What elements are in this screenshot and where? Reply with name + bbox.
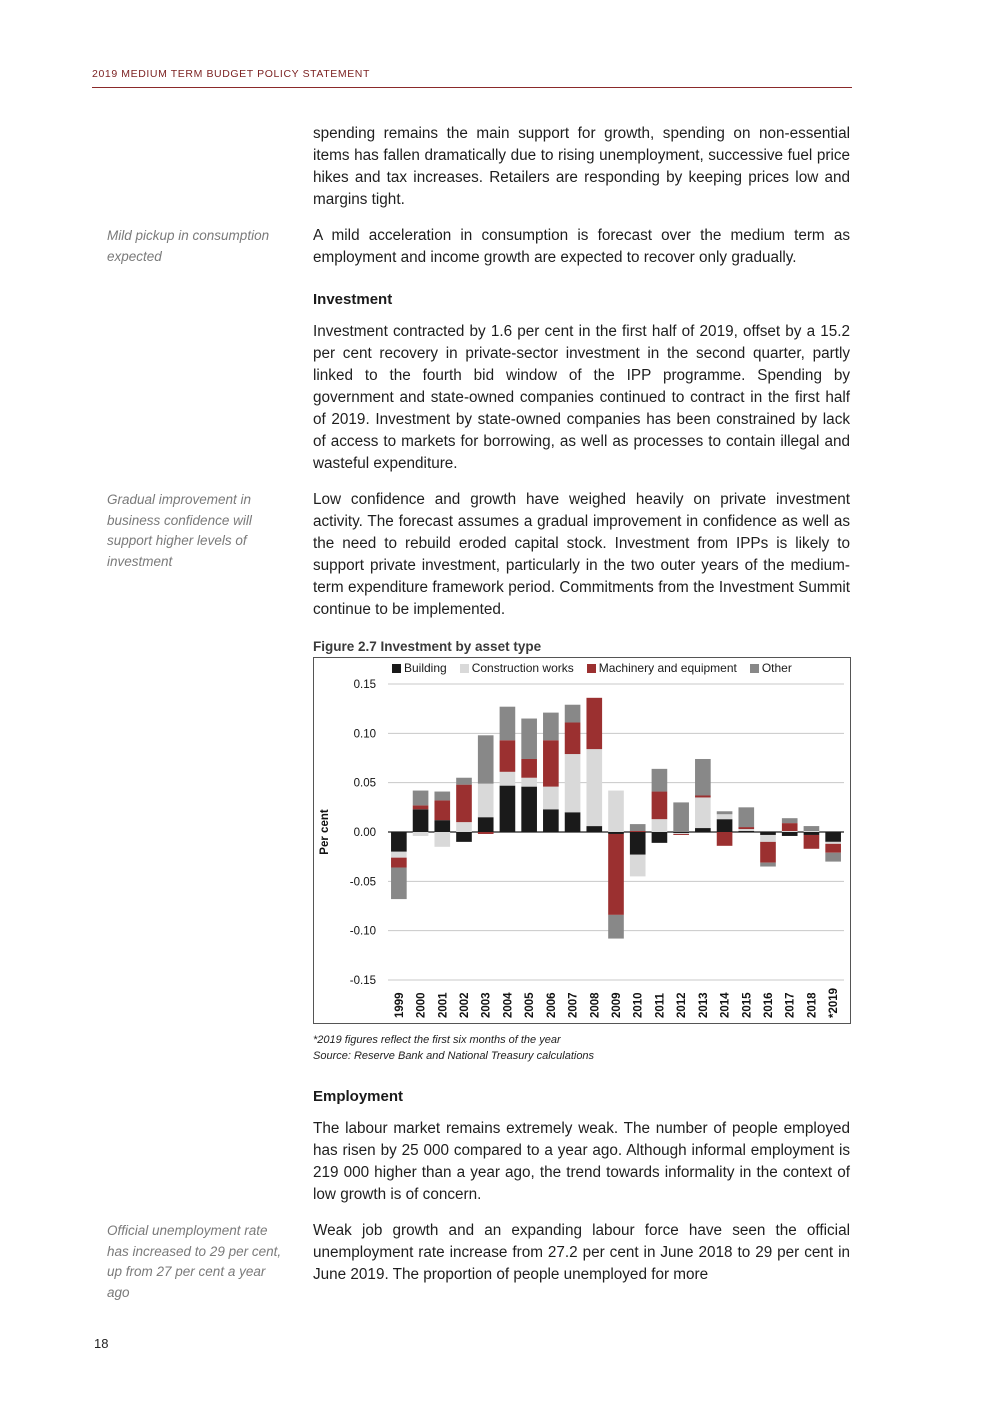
bar-segment bbox=[695, 828, 711, 832]
bar-segment bbox=[782, 818, 798, 823]
bar-segment bbox=[565, 754, 581, 812]
bar-segment bbox=[586, 826, 602, 832]
sidenote-investment: Gradual improvement in business confidence will support higher levels of investment bbox=[107, 492, 252, 569]
legend-label: Building bbox=[404, 661, 447, 675]
investment-chart bbox=[314, 658, 850, 1023]
bar-segment bbox=[434, 820, 450, 832]
bar-segment bbox=[717, 814, 733, 819]
bar-segment bbox=[695, 795, 711, 797]
y-tick-label: 0.15 bbox=[353, 679, 376, 691]
bar-segment bbox=[478, 817, 494, 832]
x-tick-label: 2010 bbox=[632, 992, 645, 1018]
x-tick-label: 2013 bbox=[697, 992, 710, 1018]
bar-segment bbox=[738, 827, 754, 829]
bar-segment bbox=[695, 797, 711, 828]
header-rule bbox=[92, 87, 852, 88]
x-tick-label: 2001 bbox=[437, 992, 450, 1018]
y-tick-label: -0.10 bbox=[349, 925, 376, 938]
bar-segment bbox=[456, 785, 472, 822]
x-tick-label: 2003 bbox=[480, 992, 493, 1018]
x-tick-label: 2007 bbox=[567, 992, 580, 1018]
bar-segment bbox=[521, 719, 537, 759]
bar-segment bbox=[586, 749, 602, 826]
bar-segment bbox=[413, 809, 429, 832]
bar-segment bbox=[760, 863, 776, 867]
sidenote-unemployment: Official unemployment rate has increased to 29 per cent, up from 27 per cent a year ago bbox=[107, 1223, 282, 1300]
bar-segment bbox=[695, 759, 711, 796]
x-tick-label: 2008 bbox=[589, 992, 602, 1018]
x-tick-label: 2004 bbox=[502, 992, 515, 1018]
x-tick-label: 2006 bbox=[545, 992, 558, 1018]
x-tick-label: *2019 bbox=[828, 987, 841, 1018]
bar-segment bbox=[608, 832, 624, 834]
figure-frame bbox=[313, 657, 851, 1024]
x-tick-label: 2017 bbox=[784, 992, 797, 1018]
bar-segment bbox=[717, 819, 733, 832]
bar-segment bbox=[782, 832, 798, 836]
bar-segment bbox=[804, 826, 820, 831]
bar-segment bbox=[478, 784, 494, 818]
bar-segment bbox=[760, 842, 776, 863]
bar-segment bbox=[738, 829, 754, 831]
bar-segment bbox=[521, 759, 537, 778]
running-header: 2019 MEDIUM TERM BUDGET POLICY STATEMENT bbox=[92, 68, 370, 80]
bar-segment bbox=[543, 740, 559, 786]
y-tick-label: 0.00 bbox=[353, 827, 376, 839]
x-tick-label: 2000 bbox=[415, 992, 428, 1018]
bar-segment bbox=[652, 769, 668, 792]
bar-segment bbox=[456, 822, 472, 832]
bar-segment bbox=[630, 832, 646, 855]
y-axis-label: Per cent bbox=[319, 809, 331, 855]
bar-segment bbox=[500, 740, 516, 772]
x-tick-label: 2005 bbox=[524, 992, 537, 1018]
bar-segment bbox=[521, 787, 537, 832]
bar-segment bbox=[738, 831, 754, 832]
bar-segment bbox=[825, 844, 841, 853]
paragraph-employment-2: Weak job growth and an expanding labour force have seen the official unemployment rate increase from 27.2 per cent in June 2018 to 29 per cent in June 2019. The proportion of people unemployed for more bbox=[313, 1222, 850, 1283]
bar-segment bbox=[652, 832, 668, 843]
bar-segment bbox=[673, 802, 689, 832]
bar-segment bbox=[543, 713, 559, 741]
y-tick-label: -0.05 bbox=[349, 876, 376, 889]
bar-segment bbox=[434, 800, 450, 820]
bar-segment bbox=[782, 823, 798, 831]
bar-segment bbox=[565, 812, 581, 832]
bar-segment bbox=[434, 792, 450, 801]
bar-segment bbox=[630, 831, 646, 832]
bar-segment bbox=[500, 786, 516, 832]
bar-segment bbox=[391, 852, 407, 858]
bar-segment bbox=[565, 722, 581, 754]
bar-segment bbox=[413, 832, 429, 836]
y-tick-label: 0.05 bbox=[353, 777, 376, 790]
bar-segment bbox=[673, 834, 689, 835]
bar-segment bbox=[825, 853, 841, 862]
x-tick-label: 2016 bbox=[763, 992, 775, 1018]
y-tick-label: -0.15 bbox=[349, 975, 376, 987]
bar-segment bbox=[652, 792, 668, 820]
x-tick-label: 2018 bbox=[806, 992, 819, 1018]
bar-segment bbox=[717, 832, 733, 846]
bar-segment bbox=[608, 834, 624, 915]
bar-segment bbox=[391, 832, 407, 852]
x-tick-label: 2002 bbox=[459, 992, 471, 1018]
heading-employment: Employment bbox=[313, 1088, 404, 1105]
bar-segment bbox=[478, 832, 494, 834]
figure-title: Figure 2.7 Investment by asset type bbox=[313, 639, 542, 654]
bar-segment bbox=[630, 855, 646, 877]
bar-segment bbox=[413, 805, 429, 809]
bar-segment bbox=[804, 831, 820, 832]
bar-segment bbox=[500, 707, 516, 741]
sidenote-consumption: Mild pickup in consumption expected bbox=[107, 228, 270, 264]
bar-segment bbox=[630, 824, 646, 831]
paragraph-investment-1: Investment contracted by 1.6 per cent in the first half of 2019, offset by a 15.2 per cent recovery in private-sector investment in the second quarter, partly linked to the fourth bid window of the IPP programme. Spending by government and state-owned companies continued to contract in the first half of 2019. Investment by state-owned companies has been constrained by lack of access to markets for borrowing, as well as processes to contain illegal and wasteful expenditure. bbox=[313, 323, 850, 472]
bar-segment bbox=[565, 705, 581, 723]
legend-label: Construction works bbox=[471, 661, 574, 675]
x-tick-label: 2009 bbox=[611, 992, 623, 1018]
legend-label: Other bbox=[761, 661, 792, 675]
bar-segment bbox=[500, 772, 516, 786]
bar-segment bbox=[456, 778, 472, 785]
bar-segment bbox=[825, 832, 841, 842]
x-tick-label: 2012 bbox=[676, 992, 689, 1018]
x-tick-label: 2011 bbox=[654, 993, 667, 1018]
paragraph-consumption-2: A mild acceleration in consumption is forecast over the medium term as employment and income growth are expected to recover only gradually. bbox=[313, 227, 850, 266]
bar-segment bbox=[760, 832, 776, 835]
bar-segment bbox=[478, 735, 494, 783]
bar-segment bbox=[673, 833, 689, 834]
bar-segment bbox=[521, 778, 537, 787]
bar-segment bbox=[391, 868, 407, 900]
bar-segment bbox=[760, 835, 776, 842]
page-number: 18 bbox=[94, 1336, 109, 1351]
x-tick-label: 2014 bbox=[719, 992, 732, 1018]
bar-segment bbox=[652, 819, 668, 832]
bar-segment bbox=[608, 791, 624, 832]
bar-segment bbox=[608, 915, 624, 939]
bar-segment bbox=[825, 842, 841, 844]
paragraph-employment-1: The labour market remains extremely weak. The number of people employed has risen by 25 000 compared to a year ago. Although informal employment is 219 000 higher than a year ago, the trend towards informality in the context of low growth is of concern. bbox=[313, 1120, 850, 1203]
heading-investment: Investment bbox=[313, 291, 393, 308]
legend-label: Machinery and equipment bbox=[598, 661, 737, 675]
bar-segment bbox=[804, 835, 820, 849]
bar-segment bbox=[434, 832, 450, 847]
x-tick-label: 2015 bbox=[741, 992, 754, 1018]
bar-segment bbox=[673, 832, 689, 833]
bar-segment bbox=[413, 791, 429, 806]
bar-segment bbox=[543, 809, 559, 832]
paragraph-consumption-1: spending remains the main support for growth, spending on non-essential items has fallen dramatically due to rising unemployment, successive fuel price hikes and tax increases. Retailers are responding by keeping prices low and margins tight. bbox=[313, 125, 850, 208]
bar-segment bbox=[782, 831, 798, 832]
bar-segment bbox=[586, 698, 602, 749]
bar-segment bbox=[738, 807, 754, 827]
bar-segment bbox=[456, 832, 472, 842]
bar-segment bbox=[717, 811, 733, 814]
figure-source: Source: Reserve Bank and National Treasury calculations bbox=[313, 1050, 595, 1062]
bar-segment bbox=[543, 787, 559, 810]
bar-segment bbox=[804, 832, 820, 835]
x-tick-label: 1999 bbox=[393, 992, 406, 1018]
figure-footnote: *2019 figures reflect the first six months of the year bbox=[313, 1034, 561, 1046]
bar-segment bbox=[391, 858, 407, 868]
paragraph-investment-2: Low confidence and growth have weighed heavily on private investment activity. The forecast assumes a gradual improvement in confidence as well as the need to rebuild eroded capital stock. Investment from IPPs is likely to support private investment, particularly in the two outer years of the medium-term expenditure framework period. Commitments from the Investment Summit continue to be implemented. bbox=[313, 491, 850, 618]
y-tick-label: 0.10 bbox=[353, 728, 376, 741]
